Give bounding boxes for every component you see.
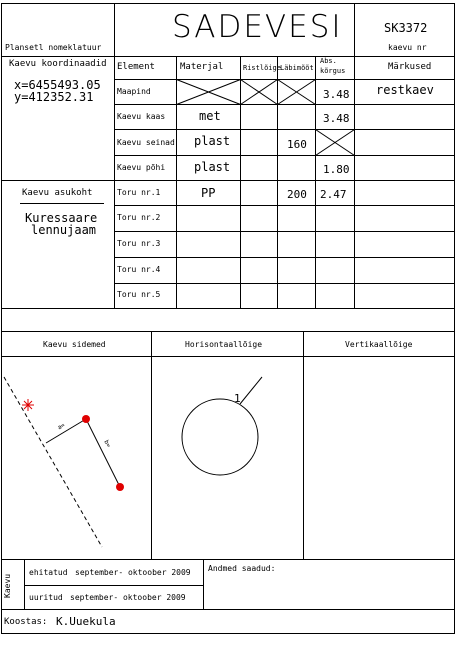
- row-material: plast: [194, 160, 231, 174]
- row-element: Toru nr.1: [117, 188, 161, 197]
- author-value: K.Uuekula: [56, 615, 116, 628]
- row-markused: restkaev: [376, 83, 434, 97]
- header-labimoot: Läbimõõt: [280, 64, 314, 72]
- row-element: Toru nr.5: [117, 290, 161, 299]
- ties-line-a: [46, 419, 86, 443]
- section-vertical: Vertikaallõige: [345, 340, 413, 349]
- row-material: PP: [201, 186, 216, 200]
- header-material: Materjal: [180, 62, 224, 72]
- built-label: ehitatud: [29, 568, 68, 577]
- author-label: Koostas:: [4, 617, 48, 627]
- row-labimoot: 160: [287, 138, 307, 151]
- pipe-point-icon: [82, 415, 90, 423]
- coord-x: x=6455493.05: [14, 78, 101, 92]
- row-abs: 3.48: [323, 88, 350, 101]
- horizontal-sketch: [152, 357, 303, 559]
- header-ristloige: Ristlõige: [243, 64, 281, 72]
- row-element: Toru nr.4: [117, 265, 161, 274]
- row-labimoot: 200: [287, 188, 307, 201]
- well-circle: [182, 399, 258, 475]
- header-abs-2: kõrgus: [320, 67, 346, 75]
- ties-dashed-line: [4, 377, 102, 547]
- page-title: SADEVESI: [172, 9, 343, 45]
- location-line1: Kuressaare: [25, 211, 98, 225]
- location-line2: lennujaam: [31, 223, 97, 237]
- coords-label: Kaevu koordinaadid: [9, 59, 107, 69]
- header-element: Element: [117, 62, 155, 72]
- ties-sketch: [0, 357, 151, 559]
- row-element: Kaevu kaas: [117, 112, 166, 121]
- pipe-point-icon: [116, 483, 124, 491]
- row-abs: 3.48: [323, 112, 350, 125]
- survey-point-icon: [22, 399, 34, 411]
- data-received-label: Andmed saadud:: [208, 564, 276, 573]
- section-ties: Kaevu sidemed: [43, 340, 106, 349]
- row-element: Maapind: [117, 87, 151, 96]
- pipe-line: [240, 377, 262, 404]
- row-element: Kaevu põhi: [117, 163, 166, 172]
- well-code: SK3372: [384, 21, 428, 35]
- location-label: Kaevu asukoht: [22, 188, 93, 198]
- ties-line-b: [86, 419, 120, 487]
- dim-a-label: a=: [56, 421, 67, 432]
- header-markused: Märkused: [388, 62, 432, 72]
- row-element: Toru nr.3: [117, 239, 161, 248]
- row-abs: 2.47: [320, 188, 347, 201]
- row-abs: 1.80: [323, 163, 350, 176]
- row-material: met: [199, 109, 221, 123]
- surveyed-label: uuritud: [29, 593, 63, 602]
- pipe-number: 1: [234, 392, 241, 405]
- footer-kaevu: Kaevu: [3, 573, 12, 598]
- surveyed-value: september- oktoober 2009: [70, 593, 186, 602]
- well-code-sub: kaevu nr: [388, 43, 427, 52]
- row-element: Toru nr.2: [117, 213, 161, 222]
- row-material: plast: [194, 134, 231, 148]
- nomenclature-label: Plansetl nomeklatuur: [5, 43, 102, 52]
- row-element: Kaevu seinad: [117, 138, 175, 147]
- header-abs-1: Abs.: [320, 57, 337, 65]
- dim-b-label: b=: [102, 438, 112, 449]
- coord-y: y=412352.31: [14, 90, 94, 104]
- section-horizontal: Horisontaallõige: [185, 340, 263, 349]
- built-value: september- oktoober 2009: [75, 568, 191, 577]
